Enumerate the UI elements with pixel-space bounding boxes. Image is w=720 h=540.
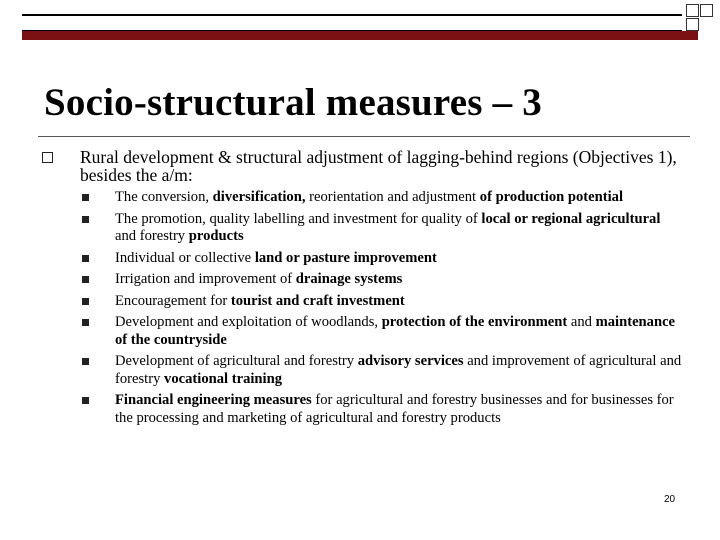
filled-square-bullet-icon [82, 194, 89, 201]
bold-run: maintenance of the countryside [115, 314, 676, 348]
sub-point-item [82, 314, 682, 349]
bold-run: of production potential [479, 189, 624, 205]
bold-run: land or pasture improvement [254, 249, 437, 266]
sub-point-item [82, 211, 682, 246]
filled-square-bullet-icon [82, 276, 89, 283]
text-run: and improvement of agricultural and forestry [115, 353, 682, 387]
filled-square-bullet-icon [82, 319, 89, 326]
main-point-text: Rural development & structural adjustment of lagging-behind regions (Objectives 1), besides the a/m: [80, 147, 677, 185]
sub-point-text [115, 293, 405, 309]
bold-run: Financial engineering measures [115, 392, 312, 408]
band-top-line [22, 14, 682, 16]
text-run: and forestry [115, 228, 189, 244]
sub-point-item [82, 392, 682, 427]
sub-point-text [115, 314, 675, 348]
sub-point-text [115, 189, 623, 205]
text-run: and [567, 314, 596, 330]
bold-run: drainage systems [295, 271, 403, 287]
title-divider [38, 136, 690, 137]
text-run: The promotion, quality labelling and investment for quality of [115, 210, 482, 227]
slide-title: Socio-structural measures – 3 [44, 81, 542, 124]
bold-run: tourist and craft investment [230, 292, 405, 309]
band-square-icon [686, 18, 699, 31]
sub-point-text [115, 250, 437, 266]
sub-point-item [82, 271, 682, 289]
bold-run: local or regional agricultural [481, 210, 661, 227]
sub-point-item [82, 353, 682, 388]
filled-square-bullet-icon [82, 255, 89, 262]
bold-run: diversification, [212, 189, 306, 205]
sub-point-text [115, 271, 402, 287]
text-run: Development and exploitation of woodlands, [115, 314, 382, 330]
sub-point-item [82, 189, 682, 207]
filled-square-bullet-icon [82, 358, 89, 365]
filled-square-bullet-icon [82, 298, 89, 305]
sub-point-item [82, 293, 682, 311]
text-run: reorientation and adjustment [305, 189, 480, 205]
band-maroon-bar [22, 31, 698, 40]
text-run: Encouragement for [115, 292, 231, 309]
text-run: Individual or collective [115, 249, 255, 266]
text-run: Development of agricultural and forestry [115, 353, 358, 369]
filled-square-bullet-icon [82, 216, 89, 223]
band-square-icon [686, 4, 699, 17]
top-decorative-band [0, 0, 720, 44]
page-number: 20 [664, 494, 676, 505]
text-run: The conversion, [115, 189, 213, 205]
sub-point-list [82, 189, 682, 431]
bold-run: advisory services [357, 353, 464, 369]
bold-run: products [188, 228, 244, 244]
bold-run: vocational training [164, 370, 283, 387]
band-square-icon [700, 4, 713, 17]
sub-point-text [115, 353, 681, 387]
sub-point-text [115, 211, 660, 245]
sub-point-item [82, 250, 682, 268]
filled-square-bullet-icon [82, 397, 89, 404]
hollow-square-bullet-icon [42, 152, 53, 163]
text-run: for agricultural and forestry businesses and for businesses for the processing and marketing of agricultural and forestry products [115, 392, 674, 426]
text-run: Irrigation and improvement of [115, 271, 296, 287]
sub-point-text [115, 392, 674, 426]
bold-run: protection of the environment [381, 314, 568, 330]
